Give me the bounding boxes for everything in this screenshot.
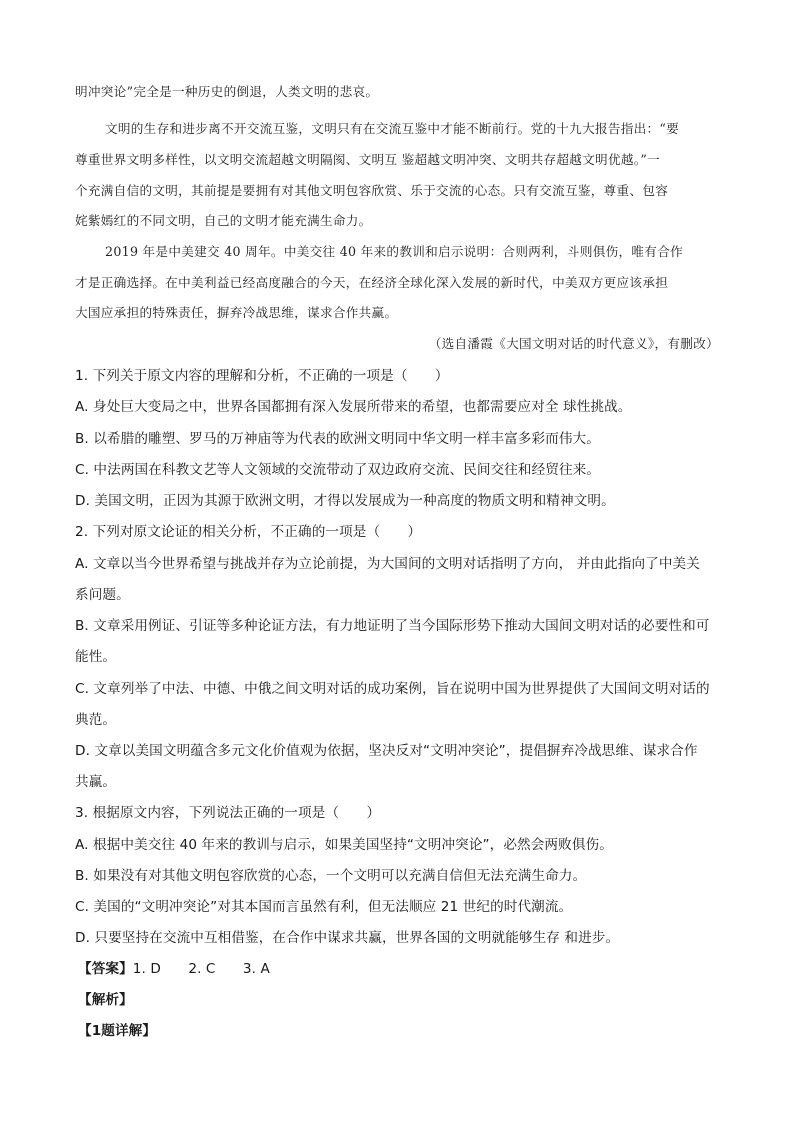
passage-line: 姹紫嫣红的不同文明，自己的文明才能充满生命力。 xyxy=(75,213,372,228)
question-option: C. 中法两国在科教文艺等人文领域的交流带动了双边政府交流、民间交往和经贸往来。 xyxy=(75,462,601,478)
question-option: B. 文章采用例证、引证等多种论证方法，有力地证明了当今国际形势下推动大国间文明对话的必要性和可 xyxy=(75,618,710,634)
passage-line: 文明的生存和进步离不开交流互鉴，文明只有在交流互鉴中才能不断前行。党的十九大报告指出：“要 xyxy=(105,121,680,136)
passage-line: 个充满自信的文明，其前提是要拥有对其他文明包容欣赏、乐于交流的心态。只有交流互鉴，尊重、包容 xyxy=(75,183,669,198)
answer-label: 【答案】 xyxy=(78,961,133,977)
question-option: 能性。 xyxy=(75,649,117,665)
passage-line: 才是正确选择。在中美利益已经高度融合的今天，在经济全球化深入发展的新时代，中美双方更应该承担 xyxy=(75,275,669,290)
question-option: C. 美国的“文明冲突论”对其本国而言虽然有利，但无法顺应 21 世纪的时代潮流。 xyxy=(75,899,573,915)
passage-line: 尊重世界文明多样性，以文明交流超越文明隔阂、文明互 鉴超越文明冲突、文明共存超越文明优越。”一 xyxy=(75,152,660,167)
question-option: A. 身处巨大变局之中，世界各国都拥有深入发展所带来的希望，也都需要应对全 球性挑战。 xyxy=(75,399,632,415)
passage-source: （选自潘霞《大国文明对话的时代意义》，有删改） xyxy=(428,336,719,351)
question-option: B. 以希腊的雕塑、罗马的万神庙等为代表的欧洲文明同中华文明一样丰富多彩而伟大。 xyxy=(75,431,600,447)
question-option: 系问题。 xyxy=(75,587,130,603)
passage-line: 2019 年是中美建交 40 周年。中美交往 40 年来的教训和启示说明：合则两利，斗则俱伤，唯有合作 xyxy=(105,244,683,259)
answer-text: 1. D 2. C 3. A xyxy=(132,961,270,977)
answer-line xyxy=(78,957,270,977)
question-stem: 2. 下列对原文论证的相关分析，不正确的一项是（ ） xyxy=(75,524,422,540)
question-option: C. 文章列举了中法、中德、中俄之间文明对话的成功案例，旨在说明中国为世界提供了大国间文明对话的 xyxy=(75,681,710,697)
question-option: D. 只要坚持在交流中互相借鉴，在合作中谋求共赢，世界各国的文明就能够生存 和进步。 xyxy=(75,930,620,946)
question-option: D. 文章以美国文明蕴含多元文化价值观为依据，坚决反对“文明冲突论”，提倡摒弃冷战思维、谋求合作 xyxy=(75,743,698,759)
passage-line: 大国应承担的特殊责任，摒弃冷战思维，谋求合作共赢。 xyxy=(75,305,398,320)
passage-line: 明冲突论”完全是一种历史的倒退，人类文明的悲哀。 xyxy=(75,84,379,99)
question-stem: 1. 下列关于原文内容的理解和分析，不正确的一项是（ ） xyxy=(75,368,449,384)
question-option: 共赢。 xyxy=(75,774,117,790)
question-option: D. 美国文明，正因为其源于欧洲文明，才得以发展成为一种高度的物质文明和精神文明。 xyxy=(75,493,615,509)
question-stem: 3. 根据原文内容，下列说法正确的一项是（ ） xyxy=(75,805,381,821)
question-option: 典范。 xyxy=(75,712,117,728)
detail-label: 【1题详解】 xyxy=(78,1023,157,1039)
question-option: A. 根据中美交往 40 年来的教训与启示，如果美国坚持“文明冲突论”，必然会两败俱伤。 xyxy=(75,837,613,853)
analysis-label: 【解析】 xyxy=(78,992,133,1008)
question-option: B. 如果没有对其他文明包容欣赏的心态，一个文明可以充满自信但无法充满生命力。 xyxy=(75,868,587,884)
question-option: A. 文章以当今世界希望与挑战并存为立论前提，为大国间的文明对话指明了方向， 并由此指向了中美关 xyxy=(75,556,700,572)
